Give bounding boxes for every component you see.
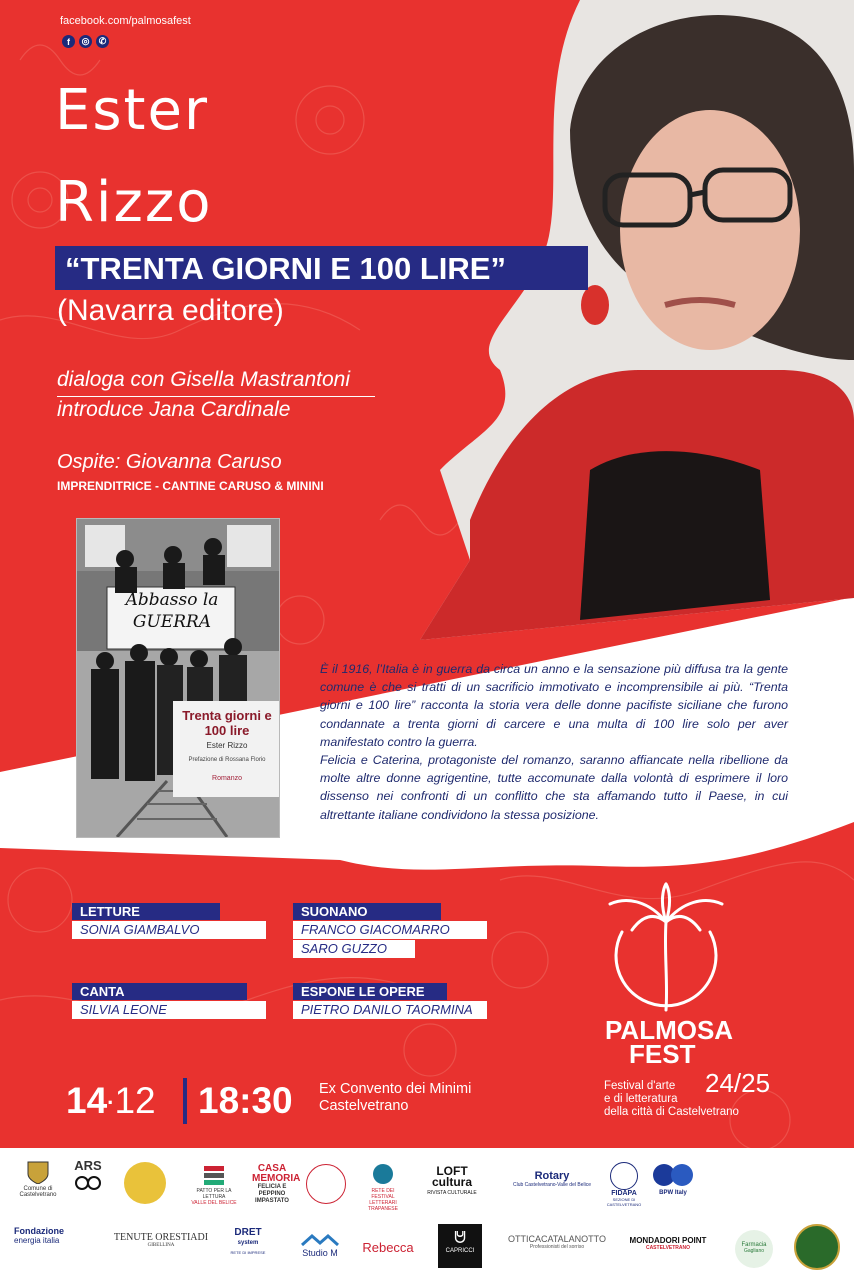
author-last-name: Rizzo — [55, 170, 213, 235]
sponsor-comune — [16, 1158, 60, 1198]
credit-name: SILVIA LEONE — [72, 1001, 266, 1019]
credit-letture — [72, 903, 220, 920]
sponsor-bpw — [646, 1162, 700, 1196]
whatsapp-icon: ✆ — [96, 35, 109, 48]
festival-name-line: FEST — [629, 1039, 696, 1069]
sponsor-label: Rebecca — [362, 1240, 414, 1255]
sponsor-label: ARS — [74, 1158, 102, 1173]
sponsor-casa-memoria — [252, 1163, 301, 1205]
credit-label: SUONANO — [293, 903, 441, 920]
author-portrait — [380, 0, 854, 640]
credit-name: SARO GUZZO — [293, 940, 415, 958]
sponsor-label: Fondazione — [14, 1226, 64, 1236]
sponsor-label: Farmacia — [741, 1242, 767, 1248]
book-title: “TRENTA GIORNI E 100 LIRE” — [65, 251, 506, 286]
sponsor-label: Professionisti del sorriso — [529, 1244, 585, 1250]
sponsor-label: VALLE DEL BELICE — [191, 1200, 237, 1206]
publisher: (Navarra editore) — [57, 294, 284, 327]
instagram-icon: ◎ — [79, 35, 92, 48]
author-first-name: Ester — [55, 78, 209, 143]
palmosa-logo-icon — [124, 1162, 166, 1204]
event-venue — [319, 1081, 471, 1115]
sponsor-label: CASTELVETRANO — [645, 1245, 691, 1251]
festival-network-icon — [368, 1162, 398, 1186]
sponsor-label: PATTO PER LA LETTURA — [196, 1188, 232, 1200]
guest-role: IMPRENDITRICE - CANTINE CARUSO & MININI — [57, 479, 324, 493]
book-cover-author: Ester Rizzo — [206, 741, 248, 750]
bpw-globe-icon — [648, 1162, 698, 1188]
social-icons — [62, 35, 109, 48]
credit-label: ESPONE LE OPERE — [293, 983, 447, 1000]
sponsor-label: SEZIONE DI CASTELVETRANO — [606, 1197, 642, 1207]
book-cover-genre: Romanzo — [212, 775, 242, 782]
sponsor-label: CASA MEMORIA — [252, 1163, 301, 1184]
coat-of-arms-icon — [26, 1158, 50, 1184]
sponsor-mondadori — [618, 1236, 718, 1251]
book-cover-title: Trenta giorni e 100 lire — [182, 708, 272, 738]
book-cover-label — [173, 701, 279, 797]
facebook-url: facebook.com/palmosafest — [60, 15, 191, 27]
pal-mosa-circle-logo-icon — [306, 1164, 346, 1204]
book-cover — [77, 519, 279, 837]
sponsor-ars — [70, 1158, 106, 1196]
sponsor-tenute — [110, 1232, 212, 1248]
festival-name-line: PALMOSA — [605, 1015, 734, 1045]
event-time: 18:30 — [198, 1080, 293, 1121]
sponsor-ottica — [508, 1234, 606, 1250]
credit-name: PIETRO DANILO TAORMINA — [293, 1001, 487, 1019]
credit-suonano — [293, 903, 441, 920]
venue-line: Ex Convento dei Minimi — [319, 1081, 472, 1097]
sponsor-label: FIDAPA — [611, 1190, 637, 1197]
credit-label: CANTA — [72, 983, 247, 1000]
event-month: 12 — [114, 1080, 156, 1121]
sponsor-label: OTTICACATALANOTTO — [508, 1234, 607, 1244]
sponsor-label: RETE DI IMPRESE — [230, 1250, 266, 1255]
studio-m-logo-icon — [300, 1234, 340, 1246]
sponsor-label: Club Castelvetrano-Valle del Belice — [512, 1182, 591, 1188]
tagline-line: e di letteratura — [604, 1093, 678, 1105]
festival-name — [605, 1015, 734, 1069]
sponsor-strip — [0, 1148, 854, 1280]
sponsor-capricci — [438, 1224, 482, 1268]
sponsor-patto — [186, 1164, 242, 1206]
sponsor-rotary — [506, 1170, 598, 1188]
sponsor-label: RIVISTA CULTURALE — [427, 1190, 477, 1196]
introduction-line: introduce Jana Cardinale — [57, 398, 291, 421]
sponsor-loft — [422, 1166, 482, 1199]
credit-name: SONIA GIAMBALVO — [72, 921, 266, 939]
facebook-icon: f — [62, 35, 75, 48]
sponsor-label: LOFT — [436, 1164, 468, 1178]
festival-year: 24/25 — [705, 1068, 771, 1098]
sponsor-label: cultura — [431, 1175, 472, 1189]
event-date — [66, 1080, 156, 1122]
date-divider — [183, 1078, 187, 1124]
sponsor-label: Comune di Castelvetrano — [19, 1186, 57, 1198]
sponsor-label: system — [237, 1240, 259, 1246]
credit-label: LETTURE — [72, 903, 220, 920]
sponsor-label: MONDADORI POINT — [629, 1236, 707, 1245]
festival-tagline — [604, 1080, 739, 1119]
venue-line: Castelvetrano — [319, 1098, 409, 1114]
sponsor-fondazione — [14, 1226, 90, 1245]
sponsor-label: TENUTE ORESTIADI — [113, 1232, 209, 1243]
sponsor-label: BPW Italy — [659, 1190, 687, 1196]
sponsor-studio-m — [296, 1234, 344, 1258]
round-association-logo-icon — [794, 1224, 840, 1270]
sponsor-fidapa — [606, 1162, 642, 1207]
sponsor-label: Rotary — [534, 1170, 570, 1182]
description-paragraph: È il 1916, l’Italia è in guerra da circa un anno e la sensazione più diffusa tra la gente comune è che si tratti di un sacrificio immotivato e incomprensibile ai più. “Trenta giorni e 100 lire” racconta la storia vera delle donne pacifiste siciliane che furono condannate a trenta giorni di carcere e una multa di 100 lire solo per aver manifestato contro la guerra. — [320, 662, 788, 749]
tagline-line: della città di Castelvetrano — [604, 1106, 739, 1118]
credit-canta — [72, 983, 247, 1000]
description-paragraph: Felicia e Caterina, protagoniste del romanzo, saranno affiancate nella ribellione da molte altre donne agrigentine, tutte accomunate dalla volontà di esprimere il loro dissenso nei confronti di un conflitto che sta affamando tutto il Paese, in cui altrettante italiane condividono la stessa posizione. — [320, 753, 788, 822]
sponsor-label: GIBELLINA — [147, 1243, 175, 1248]
ars-logo-icon — [74, 1173, 102, 1193]
palm-tree-icon — [602, 882, 730, 1020]
sponsor-label: energia italia — [14, 1236, 60, 1245]
books-icon — [202, 1164, 226, 1186]
book-cover-banner: Abbasso la GUERRA — [125, 590, 219, 632]
sponsor-farmacia — [735, 1230, 773, 1268]
tagline-line: Festival d'arte — [604, 1080, 676, 1092]
book-cover-preface: Prefazione di Rossana Florio — [188, 757, 266, 763]
sponsor-label: DRET — [234, 1227, 262, 1238]
book-description — [320, 660, 788, 824]
event-day: 14 — [66, 1080, 108, 1121]
date-separator: · — [107, 1090, 115, 1116]
credit-name: FRANCO GIACOMARRO — [293, 921, 487, 939]
sponsor-rete — [360, 1162, 406, 1212]
book-title-band — [55, 246, 588, 290]
dialogue-line: dialoga con Gisella Mastrantoni — [57, 368, 350, 391]
credit-espone — [293, 983, 447, 1000]
sponsor-label: RETE DEI FESTIVAL LETTERARI TRAPANESE — [368, 1188, 398, 1212]
sponsor-label: CAPRICCI — [445, 1248, 475, 1254]
capricci-icon: ᕰ — [454, 1230, 466, 1247]
sponsor-label: FELICIA E PEPPINO IMPASTATO — [255, 1184, 289, 1204]
sponsor-label: Gagliano — [743, 1248, 764, 1254]
sponsor-dret — [226, 1228, 270, 1258]
fidapa-logo-icon — [610, 1162, 638, 1190]
guest-line: Ospite: Giovanna Caruso — [57, 451, 282, 473]
divider — [57, 396, 375, 397]
sponsor-rebecca — [356, 1240, 420, 1255]
sponsor-label: Studio M — [302, 1248, 338, 1258]
